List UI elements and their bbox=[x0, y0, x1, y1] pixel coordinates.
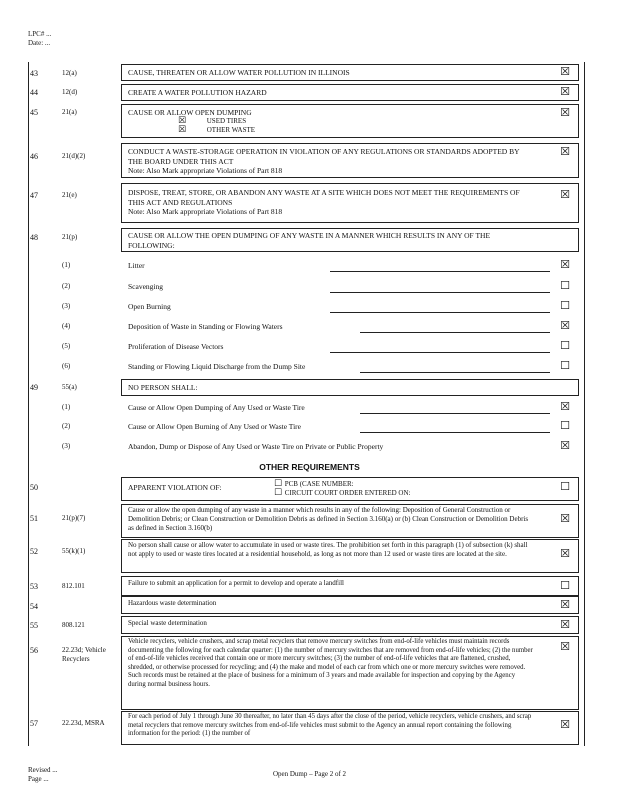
requirement-checkbox[interactable]: ☒ bbox=[560, 640, 570, 653]
section-ref: 55(a) bbox=[62, 383, 77, 391]
row-number: 46 bbox=[30, 152, 38, 161]
section-ref: 55(k)(1) bbox=[62, 547, 86, 555]
requirement-text: Cause or allow the open dumping of any waste in a manner which results in any of the following: Deposition of General Construction or Demolition Debris; or Clean Construction or Demolition Debris as defined in Section 3.160(a) or (b) Clean Construction or Demolition Debris as defined in Section 3.160(b) bbox=[128, 506, 529, 532]
sub-item-checkbox[interactable]: ☐ bbox=[560, 419, 570, 432]
section-ref: 22.23d; Vehicle Recyclers bbox=[62, 646, 106, 663]
sub-item-checkbox[interactable]: ☐ bbox=[560, 339, 570, 352]
other-waste-checkbox[interactable]: ☒ bbox=[178, 125, 187, 135]
other-requirements-heading: OTHER REQUIREMENTS bbox=[259, 462, 360, 472]
sub-section-ref: (1) bbox=[62, 403, 71, 411]
court-order-checkbox[interactable]: ☐ bbox=[274, 488, 283, 498]
sub-item-text: Deposition of Waste in Standing or Flowing Waters bbox=[128, 322, 283, 331]
sub-item-text: Litter bbox=[128, 261, 145, 270]
requirement-text: Vehicle recyclers, vehicle crushers, and scrap metal recyclers that remove mercury switches from end-of-life vehicles must maintain records documenting the following for each calendar quarter: (1) the number of mercury switches that are removed from end-of-life vehicles; (2) the number of end-of-life vehicles received that contain one or more mercury switches; (3) the number of end-of-life vehicles that are flattened, crushed, shredded, or otherwise processed for recycling; and (4) the make and model of each car from which one or more mercury switches were removed. Such records must be retained at the place of business for a minimum of 3 years and made available for inspection and copying by the Agency during normal business hours. bbox=[128, 638, 533, 688]
section-ref: 812.101 bbox=[62, 582, 85, 590]
header-line-1: LPC# ... bbox=[28, 30, 52, 38]
section-ref: 21(e) bbox=[62, 191, 77, 199]
violation-checkbox[interactable]: ☒ bbox=[560, 188, 570, 201]
court-order-option bbox=[274, 489, 410, 498]
sub-section-ref: (3) bbox=[62, 442, 71, 450]
footer-page: Page ... bbox=[28, 775, 49, 783]
violation-text: NO PERSON SHALL: bbox=[128, 383, 198, 392]
violation-text: CAUSE, THREATEN OR ALLOW WATER POLLUTION IN ILLINOIS bbox=[128, 68, 350, 77]
requirement-text: APPARENT VIOLATION OF: bbox=[128, 483, 222, 492]
section-ref: 21(p)(7) bbox=[62, 514, 86, 522]
requirement-checkbox[interactable]: ☒ bbox=[560, 512, 570, 525]
sub-section-ref: (2) bbox=[62, 282, 71, 290]
section-ref: 12(a) bbox=[62, 69, 77, 77]
pcb-case-checkbox[interactable]: ☐ bbox=[274, 479, 283, 489]
requirement-checkbox[interactable]: ☒ bbox=[560, 547, 570, 560]
sub-option-other-waste bbox=[178, 126, 255, 135]
court-order-label: CIRCUIT COURT ORDER ENTERED ON: bbox=[284, 489, 411, 497]
sub-item-checkbox[interactable]: ☐ bbox=[560, 359, 570, 372]
requirement-checkbox[interactable]: ☐ bbox=[560, 480, 570, 493]
violation-text-main: CONDUCT A WASTE-STORAGE OPERATION IN VIOLATION OF ANY REGULATIONS OR STANDARDS ADOPTED BY THE BOARD UNDER THIS ACT bbox=[128, 147, 520, 166]
violation-checkbox[interactable]: ☒ bbox=[560, 65, 570, 78]
sub-item-text: Standing or Flowing Liquid Discharge from the Dump Site bbox=[128, 362, 306, 371]
sub-item-checkbox[interactable]: ☐ bbox=[560, 279, 570, 292]
requirement-checkbox[interactable]: ☐ bbox=[560, 579, 570, 592]
pcb-case-label: PCB (CASE NUMBER: bbox=[284, 480, 354, 488]
section-ref: 21(a) bbox=[62, 108, 77, 116]
section-ref: 22.23d, MSRA bbox=[62, 719, 105, 727]
sub-section-ref: (3) bbox=[62, 302, 71, 310]
requirement-text: Failure to submit an application for a permit to develop and operate a landfill bbox=[128, 579, 344, 587]
row-number: 43 bbox=[30, 69, 38, 78]
section-ref: 21(d)(2) bbox=[62, 152, 86, 160]
section-ref: 21(p) bbox=[62, 233, 78, 241]
row-number: 48 bbox=[30, 233, 38, 242]
sub-item-checkbox[interactable]: ☒ bbox=[560, 319, 570, 332]
violation-text: CAUSE OR ALLOW OPEN DUMPING bbox=[128, 108, 252, 117]
violation-note: Note: Also Mark appropriate Violations of Part 818 bbox=[128, 166, 283, 175]
sub-section-ref: (1) bbox=[62, 261, 71, 269]
requirement-checkbox[interactable]: ☒ bbox=[560, 598, 570, 611]
requirement-text: Hazardous waste determination bbox=[128, 599, 217, 607]
section-ref: 12(d) bbox=[62, 88, 78, 96]
sub-item-checkbox[interactable]: ☒ bbox=[560, 258, 570, 271]
sub-item-checkbox[interactable]: ☐ bbox=[560, 299, 570, 312]
row-number: 47 bbox=[30, 191, 38, 200]
requirement-text: For each period of July 1 through June 30 thereafter, no later than 45 days after the close of the period, vehicle recyclers, vehicle crushers, and scrap metal recyclers that remove mercury switches from end-of-life vehicles must submit to the Agency an annual report containing the following information for the period: (1) the number of bbox=[128, 713, 532, 738]
sub-item-text: Proliferation of Disease Vectors bbox=[128, 342, 224, 351]
header-line-2: Date: ... bbox=[28, 39, 51, 47]
requirement-text: Special waste determination bbox=[128, 619, 207, 627]
violation-text: CAUSE OR ALLOW THE OPEN DUMPING OF ANY WASTE IN A MANNER WHICH RESULTS IN ANY OF THE FOLLOWING: bbox=[128, 231, 491, 250]
violation-checkbox[interactable]: ☒ bbox=[560, 85, 570, 98]
section-ref: 808.121 bbox=[62, 621, 85, 629]
footer-center: Open Dump – Page 2 of 2 bbox=[272, 770, 347, 778]
sub-item-checkbox[interactable]: ☒ bbox=[560, 400, 570, 413]
pcb-case-option bbox=[274, 480, 354, 489]
row-number: 50 bbox=[30, 483, 38, 492]
sub-section-ref: (6) bbox=[62, 362, 71, 370]
row-number: 49 bbox=[30, 383, 38, 392]
sub-item-checkbox[interactable]: ☒ bbox=[560, 439, 570, 452]
sub-item-text: Open Burning bbox=[128, 302, 171, 311]
used-tires-checkbox[interactable]: ☒ bbox=[178, 116, 187, 126]
sub-section-ref: (2) bbox=[62, 422, 71, 430]
sub-item-text: Cause or Allow Open Dumping of Any Used or Waste Tire bbox=[128, 403, 305, 412]
row-number: 45 bbox=[30, 108, 38, 117]
row-number: 52 bbox=[30, 547, 38, 556]
row-number: 44 bbox=[30, 88, 38, 97]
sub-option-used-tires bbox=[178, 117, 246, 126]
violation-text bbox=[128, 147, 534, 176]
used-tires-label: USED TIRES bbox=[206, 117, 247, 125]
footer-revised: Revised ... bbox=[28, 766, 58, 774]
violation-checkbox[interactable]: ☒ bbox=[560, 106, 570, 119]
requirement-text: No person shall cause or allow water to accumulate in used or waste tires. The prohibition set forth in this paragraph (1) of subsection (k) shall not apply to used or waste tires located at a residential household, as long as not more than 12 used or waste tires are located at the site. bbox=[128, 541, 528, 558]
requirement-checkbox[interactable]: ☒ bbox=[560, 618, 570, 631]
row-number: 53 bbox=[30, 582, 38, 591]
other-waste-label: OTHER WASTE bbox=[206, 126, 256, 134]
requirement-checkbox[interactable]: ☒ bbox=[560, 718, 570, 731]
row-number: 56 bbox=[30, 646, 38, 655]
row-number: 57 bbox=[30, 719, 38, 728]
violation-text bbox=[128, 188, 534, 217]
violation-text-main: DISPOSE, TREAT, STORE, OR ABANDON ANY WASTE AT A SITE WHICH DOES NOT MEET THE REQUIREMENTS OF THIS ACT AND REGULATIONS bbox=[128, 188, 520, 207]
sub-section-ref: (4) bbox=[62, 322, 71, 330]
sub-section-ref: (5) bbox=[62, 342, 71, 350]
violation-checkbox[interactable]: ☒ bbox=[560, 145, 570, 158]
violation-note: Note: Also Mark appropriate Violations of Part 818 bbox=[128, 207, 283, 216]
row-number: 55 bbox=[30, 621, 38, 630]
sub-item-text: Cause or Allow Open Burning of Any Used or Waste Tire bbox=[128, 422, 301, 431]
row-number: 54 bbox=[30, 602, 38, 611]
sub-item-text: Abandon, Dump or Dispose of Any Used or Waste Tire on Private or Public Property bbox=[128, 442, 384, 451]
violation-text: CREATE A WATER POLLUTION HAZARD bbox=[128, 88, 267, 97]
form-header bbox=[28, 30, 51, 48]
sub-item-text: Scavenging bbox=[128, 282, 163, 291]
row-number: 51 bbox=[30, 514, 38, 523]
